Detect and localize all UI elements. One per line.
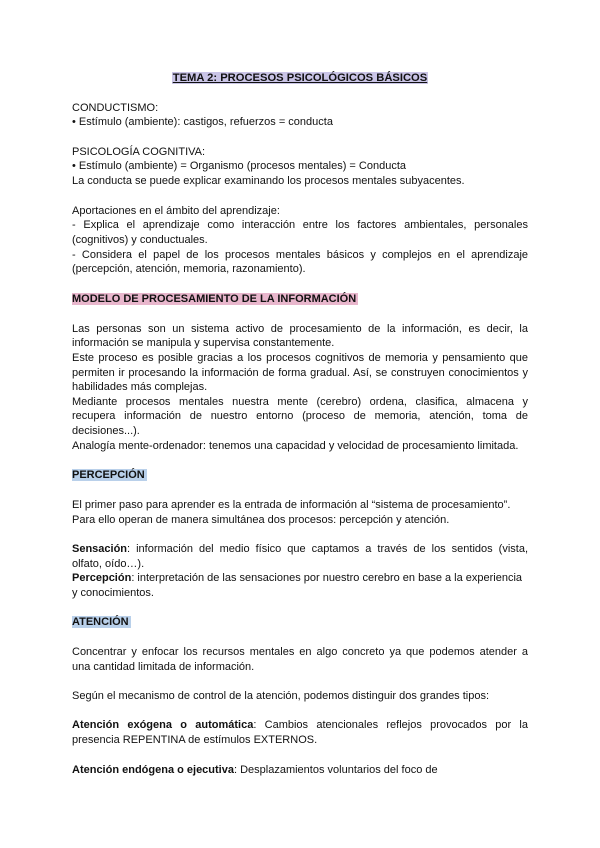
cognitiva-heading: PSICOLOGÍA COGNITIVA: [72,146,206,158]
aportaciones-line-2: (cognitivos) y conductuales. [72,234,208,246]
document-title: TEMA 2: PROCESOS PSICOLÓGICOS BÁSICOS [172,72,428,84]
percepcion-line-2: Para ello operan de manera simultánea dos procesos: percepción y atención. [72,514,450,526]
modelo-line-1: Las personas son un sistema activo de procesamiento de la información, es decir, la [72,323,528,335]
endogena-term: Atención endógena o ejecutiva [72,764,234,776]
aportaciones-line-1: - Explica el aprendizaje como interacción entre los factores ambientales, personales [72,219,528,231]
exogena-term: Atención exógena o automática [72,719,254,731]
exogena-line-1: Atención exógena o automática: Cambios atencionales reflejos provocados por la [72,719,528,731]
percepcion-term: Percepción [72,572,132,584]
exogena-line-2: presencia REPENTINA de estímulos EXTERNOS. [72,734,318,746]
aportaciones-line-3: - Considera el papel de los procesos mentales básicos y complejos en el aprendizaje [72,249,528,261]
section-heading-modelo: MODELO DE PROCESAMIENTO DE LA INFORMACIÓN [72,293,357,305]
atencion-line-3: Según el mecanismo de control de la atención, podemos distinguir dos grandes tipos: [72,690,490,702]
modelo-line-8: decisiones...). [72,425,140,437]
atencion-line-2: una cantidad limitada de información. [72,661,255,673]
percepcion-def-line-1: Percepción: interpretación de las sensaciones por nuestro cerebro en base a la experiencia [72,572,523,584]
sensacion-line-1: Sensación: información del medio físico que captamos a través de los sentidos (vista, [72,543,528,555]
modelo-line-7: recupera información de nuestro entorno (proceso de memoria, atención, toma de [72,410,528,422]
atencion-line-1: Concentrar y enfocar los recursos mentales en algo concreto ya que podemos atender a [72,646,528,658]
modelo-line-5: habilidades más complejas. [72,381,208,393]
percepcion-def-line-2: y conocimientos. [72,587,154,599]
aportaciones-line-4: (percepción, atención, memoria, razonamiento). [72,263,306,275]
section-heading-percepcion: PERCEPCIÓN [72,469,145,481]
cognitiva-line-2: La conducta se puede explicar examinando los procesos mentales subyacentes. [72,175,465,187]
sensacion-term: Sensación [72,543,128,555]
endogena-line-1: Atención endógena o ejecutiva: Desplazamientos voluntarios del foco de [72,764,438,776]
cognitiva-line-1: • Estímulo (ambiente) = Organismo (procesos mentales) = Conducta [72,160,406,172]
modelo-line-4: permiten ir procesando la información de forma gradual. Así, se construyen conocimientos y [72,367,528,379]
modelo-line-6: Mediante procesos mentales nuestra mente (cerebro) ordena, clasifica, almacena y [72,396,528,408]
modelo-line-9: Analogía mente-ordenador: tenemos una capacidad y velocidad de procesamiento limitada. [72,440,519,452]
percepcion-line-1: El primer paso para aprender es la entrada de información al “sistema de procesamiento”. [72,499,511,511]
modelo-line-3: Este proceso es posible gracias a los procesos cognitivos de memoria y pensamiento que [72,352,528,364]
section-heading-atencion: ATENCIÓN [72,616,129,628]
aportaciones-heading: Aportaciones en el ámbito del aprendizaje: [72,205,280,217]
conductismo-heading: CONDUCTISMO: [72,102,159,114]
conductismo-line: • Estímulo (ambiente): castigos, refuerzos = conducta [72,116,333,128]
modelo-line-2: información se manipula y supervisa constantemente. [72,337,335,349]
sensacion-line-2: olfato, oído…). [72,558,145,570]
